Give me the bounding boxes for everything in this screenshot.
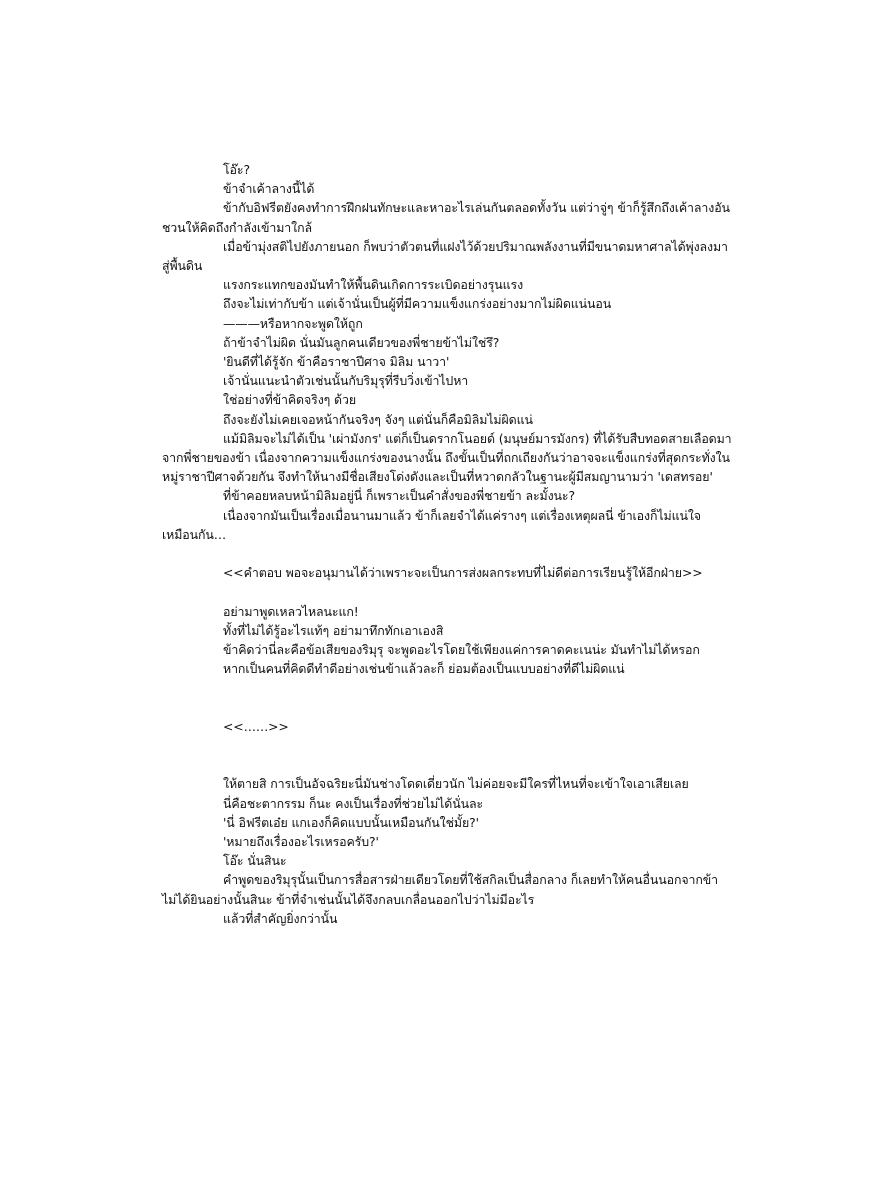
paragraph: อย่ามาพูดเหลวไหลนะแก!: [223, 603, 359, 619]
blank-line: [162, 544, 732, 563]
paragraph: 'นี่ อิฟรีตเอ๋ย แกเองก็คิดแบบนั้นเหมือนกันใช่มั้ย?': [223, 814, 479, 830]
paragraph: หากเป็นคนที่คิดดีทำดีอย่างเช่นข้าแล้วละก็ ย่อมต้องเป็นแบบอย่างที่ดีไม่ผิดแน่: [223, 661, 625, 677]
paragraph: เนื่องจากมันเป็นเรื่องเมื่อนานมาแล้ว ข้าก็เลยจำได้แค่รางๆ แต่เรื่องเหตุผลนี่ ข้าเองก็ไม่แน่ใจเหมือนกัน…: [162, 507, 701, 542]
paragraph: ถ้าข้าจำไม่ผิด นั่นมันลูกคนเดียวของพี่ชายข้าไม่ใช่รึ?: [223, 334, 500, 350]
paragraph: 'ยินดีที่ได้รู้จัก ข้าคือราชาปีศาจ มิลิม นาวา': [223, 354, 450, 370]
paragraph: เมื่อข้ามุ่งสติไปยังภายนอก ก็พบว่าตัวตนที่แฝงไว้ด้วยปริมาณพลังงานที่มีขนาดมหาศาลได้พุ่งลงมาสู่พื้นดิน: [162, 238, 728, 274]
paragraph: ที่ข้าคอยหลบหน้ามิลิมอยู่นี่ ก็เพราะเป็นคำสั่งของพี่ชายข้า ละมั้งนะ?: [223, 488, 575, 504]
document-body: [162, 160, 732, 928]
paragraph: เจ้านั่นแนะนำตัวเช่นนั้นกับริมุรุที่รีบวิ่งเข้าไปหา: [223, 373, 469, 389]
paragraph: 'หมายถึงเรื่องอะไรเหรอครับ?': [223, 834, 379, 850]
blank-line: [162, 582, 732, 601]
blank-line: [162, 698, 732, 717]
paragraph: แล้วที่สำคัญยิ่งกว่านั้น: [223, 910, 338, 926]
paragraph: คำพูดของริมุรุนั้นเป็นการสื่อสารฝ่ายเดียวโดยที่ใช้สกิลเป็นสื่อกลาง ก็เลยทำให้คนอื่นนอกจากข้าไม่ได้ยินอย่างนั้นสินะ ข้าที่จำเช่นนั้นได้จึงกลบเกลื่อนออกไปว่าไม่มีอะไร: [162, 872, 719, 907]
paragraph: โอ๊ะ?: [223, 162, 250, 177]
system-answer: <<คำตอบ พอจะอนุมานได้ว่าเพราะจะเป็นการส่งผลกระทบที่ไม่ดีต่อการเรียนรู้ให้อีกฝ่าย>>: [223, 565, 703, 581]
paragraph: ข้าจำเค้าลางนี้ได้: [223, 181, 315, 197]
paragraph: ให้ตายสิ การเป็นอัจฉริยะนี่มันช่างโดดเดี่ยวนัก ไม่ค่อยจะมีใครที่ไหนที่จะเข้าใจเอาเสียเลย: [223, 776, 689, 792]
paragraph: ข้ากับอิฟรีตยังคงทำการฝึกฝนทักษะและหาอะไรเล่นกันตลอดทั้งวัน แต่ว่าจู่ๆ ข้าก็รู้สึกถึงเค้าลางอันชวนให้คิดถึงกำลังเข้ามาใกล้: [162, 200, 730, 235]
blank-line: [162, 736, 732, 755]
paragraph: ———หรือหากจะพูดให้ถูก: [223, 315, 363, 331]
paragraph: แรงกระแทกของมันทำให้พื้นดินเกิดการระเบิดอย่างรุนแรง: [223, 277, 524, 293]
paragraph: โอ๊ะ นั่นสินะ: [223, 853, 287, 869]
paragraph: นี่คือชะตากรรม ก็นะ คงเป็นเรื่องที่ช่วยไม่ได้นั่นละ: [223, 795, 484, 811]
paragraph: ทั้งที่ไม่ได้รู้อะไรแท้ๆ อย่ามาทึกทักเอาเองสิ: [223, 622, 444, 638]
paragraph: ใช่อย่างที่ข้าคิดจริงๆ ด้วย: [223, 392, 357, 408]
blank-line: [162, 755, 732, 774]
paragraph: ถึงจะยังไม่เคยเจอหน้ากันจริงๆ จังๆ แต่นั่นก็คือมิลิมไม่ผิดแน่: [223, 411, 533, 427]
blank-line: [162, 678, 732, 697]
paragraph: ข้าคิดว่านี่ละคือข้อเสียของริมุรุ จะพูดอะไรโดยใช้เพียงแค่การคาดคะเนน่ะ มันทำไม่ได้หรอก: [223, 642, 700, 658]
paragraph: ถึงจะไม่เท่ากับข้า แต่เจ้านั่นเป็นผู้ที่มีความแข็งแกร่งอย่างมากไม่ผิดแน่นอน: [223, 296, 612, 312]
system-answer: <<……>>: [223, 718, 289, 734]
paragraph: แม้มิลิมจะไม่ได้เป็น 'เผ่ามังกร' แต่ก็เป็นดรากโนอยด์ (มนุษย์มารมังกร) ที่ได้รับสืบทอดสายเลือดมาจากพี่ชายของข้า เนื่องจากความแข็งแกร่งของนางนั้น ถึงขั้นเป็นที่ถกเถียงกันว่าอาจจะแข็งแกร่งที่สุดกระทั่งในหมู่ราชาปีศาจด้วยกัน จึงทำให้นางมีชื่อเสียงโด่งดังและเป็นที่หวาดกลัวในฐานะผู้มีสมญานามว่า 'เดสทรอย': [162, 430, 732, 485]
